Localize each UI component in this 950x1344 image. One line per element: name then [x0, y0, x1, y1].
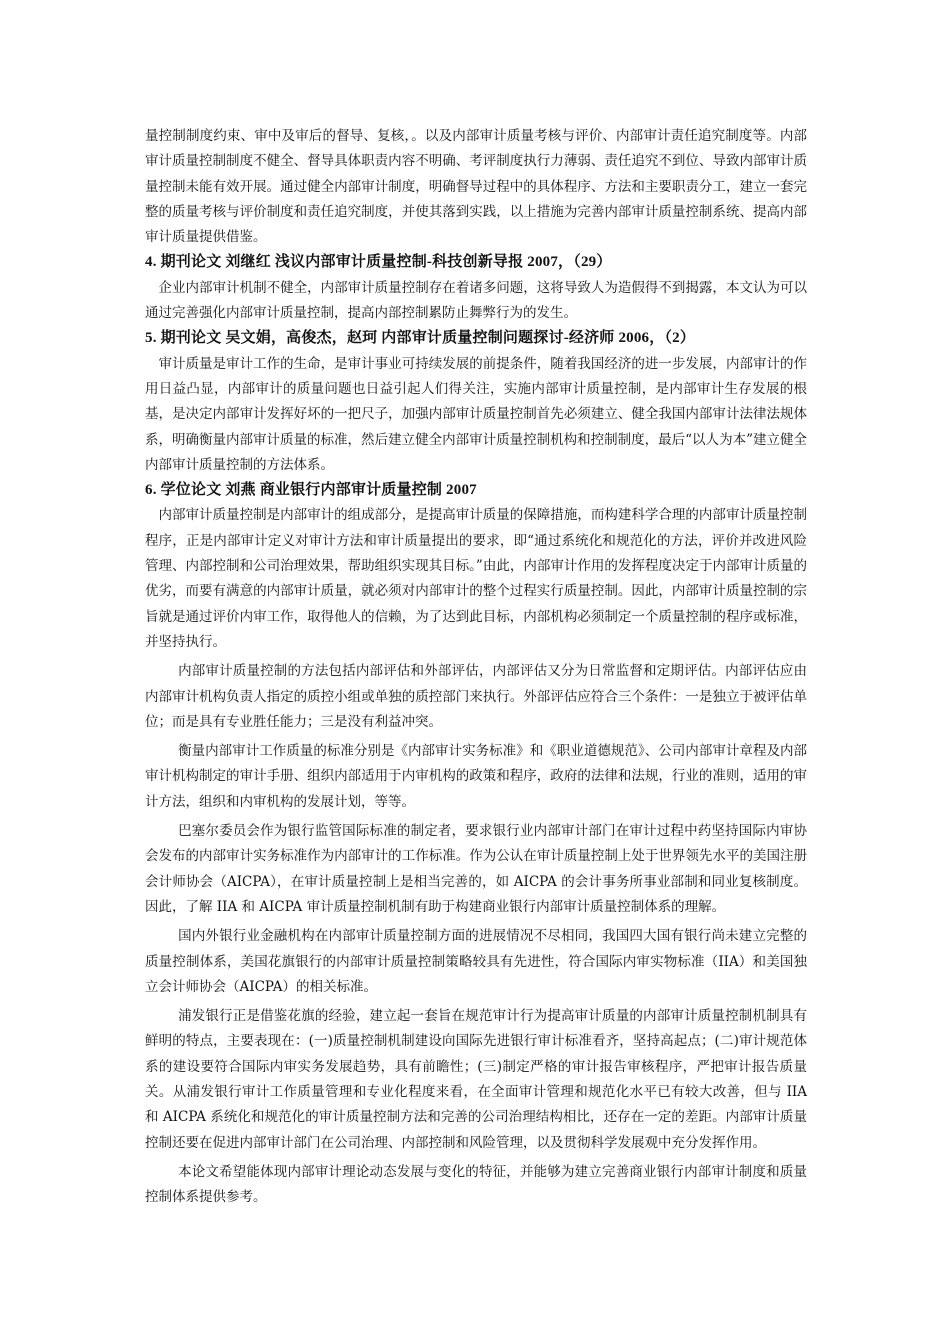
intro-paragraph: 量控制制度约束、审中及审后的督导、复核，。以及内部审计质量考核与评价、内部审计责任追究制度等。内部审计质量控制制度不健全、督导具体职责内容不明确、考评制度执行力薄弱、责任追究不到位、导致内部审计质量控制未能有效开展。通过健全内部审计制度，明确督导过程中的具体程序、方法和主要职责分工，建立一套完整的质量考核与评价制度和责任追究制度，并使其落到实践，以上措施为完善内部审计质量控制系统、提高内部审计质量提供借鉴。: [145, 128, 807, 246]
entry-4-abstract: 企业内部审计机制不健全，内部审计质量控制存在着诸多问题，这将导致人为造假得不到揭露，本文认为可以通过完善强化内部审计质量控制，提高内部控制累防止舞弊行为的发生。: [145, 279, 807, 322]
entry-5-heading: 5. 期刊论文 吴文娟，高俊杰，赵珂 内部审计质量控制问题探讨-经济师 2006，（2）: [145, 330, 696, 347]
entry-6-paragraph-3: 衡量内部审计工作质量的标准分别是《内部审计实务标准》和《职业道德规范》、公司内部审计章程及内部审计机构制定的审计手册、组织内部适用于内审机构的政策和程序，政府的法律和法规，行业的准则，适用的审计方法，组织和内审机构的发展计划，等等。: [145, 743, 807, 810]
entry-6-paragraph-2: 内部审计质量控制的方法包括内部评估和外部评估，内部评估又分为日常监督和定期评估。内部评估应由内部审计机构负责人指定的质控小组或单独的质控部门来执行。外部评估应符合三个条件：一是独立于被评估单位；而是具有专业胜任能力；三是没有利益冲突。: [145, 663, 807, 730]
entry-6-paragraph-4: 巴塞尔委员会作为银行监管国际标准的制定者，要求银行业内部审计部门在审计过程中药坚持国际内审协会发布的内部审计实务标准作为内部审计的工作标准。作为公认在审计质量控制上处于世界领先水平的美国注册会计师协会（AICPA），在审计质量控制上是相当完善的，如 AICPA 的会计事务所事业部制和同业复核制度。因此，了解 IIA 和 AICPA 审计质量控制机制有助于构建商业银行内部审计质量控制体系的理解。: [145, 823, 807, 915]
entry-6-paragraph-6: 浦发银行正是借鉴花旗的经验，建立起一套旨在规范审计行为提高审计质量的内部审计质量控制机制具有鲜明的特点，主要表现在：(一)质量控制机制建设向国际先进银行审计标准看齐，坚持高起点；(二)审计规范体系的建设要符合国际内审实务发展趋势，具有前瞻性；(三)制定严格的审计报告审核程序，严把审计报告质量关。从浦发银行审计工作质量管理和专业化程度来看，在全面审计管理和规范化水平已有较大改善，但与 IIA 和 AICPA 系统化和规范化的审计质量控制方法和完善的公司治理结构相比，还存在一定的差距。内部审计质量控制还要在促进内部审计部门在公司治理、内部控制和风险管理，以及贯彻科学发展观中充分发挥作用。: [145, 1008, 807, 1151]
document-body: [145, 124, 807, 1210]
entry-6-paragraph-7: 本论文希望能体现内部审计理论动态发展与变化的特征，并能够为建立完善商业银行内部审计制度和质量控制体系提供参考。: [145, 1163, 807, 1206]
entry-6-heading: 6. 学位论文 刘燕 商业银行内部审计质量控制 2007: [145, 482, 477, 499]
entry-5-abstract: 审计质量是审计工作的生命，是审计事业可持续发展的前提条件，随着我国经济的进一步发展，内部审计的作用日益凸显，内部审计的质量问题也日益引起人们得关注，实施内部审计质量控制，是内部审计生存发展的根基，是决定内部审计发挥好坏的一把尺子，加强内部审计质量控制首先必须建立、健全我国内部审计法律法规体系，明确衡量内部审计质量的标准，然后建立健全内部审计质量控制机构和控制制度，最后“以人为本”建立健全内部审计质量控制的方法体系。: [145, 355, 807, 473]
entry-6-paragraph-1: 内部审计质量控制是内部审计的组成部分，是提高审计质量的保障措施，而构建科学合理的内部审计质量控制程序，正是内部审计定义对审计方法和审计质量提出的要求，即“通过系统化和规范化的方法，评价并改进风险管理、内部控制和公司治理效果，帮助组织实现其目标。”由此，内部审计作用的发挥程度决定于内部审计质量的优劣，而要有满意的内部审计质量，就必须对内部审计的整个过程实行质量控制。因此，内部审计质量控制的宗旨就是通过评价内审工作，取得他人的信赖，为了达到此目标，内部机构必须制定一个质量控制的程序或标准，并坚持执行。: [145, 507, 807, 650]
entry-6-paragraph-5: 国内外银行业金融机构在内部审计质量控制方面的进展情况不尽相同，我国四大国有银行尚未建立完整的质量控制体系，美国花旗银行的内部审计质量控制策略较具有先进性，符合国际内审实物标准（IIA）和美国独立会计师协会（AICPA）的相关标准。: [145, 928, 807, 995]
entry-4-heading: 4. 期刊论文 刘继红 浅议内部审计质量控制-科技创新导报 2007，（29）: [145, 254, 612, 271]
